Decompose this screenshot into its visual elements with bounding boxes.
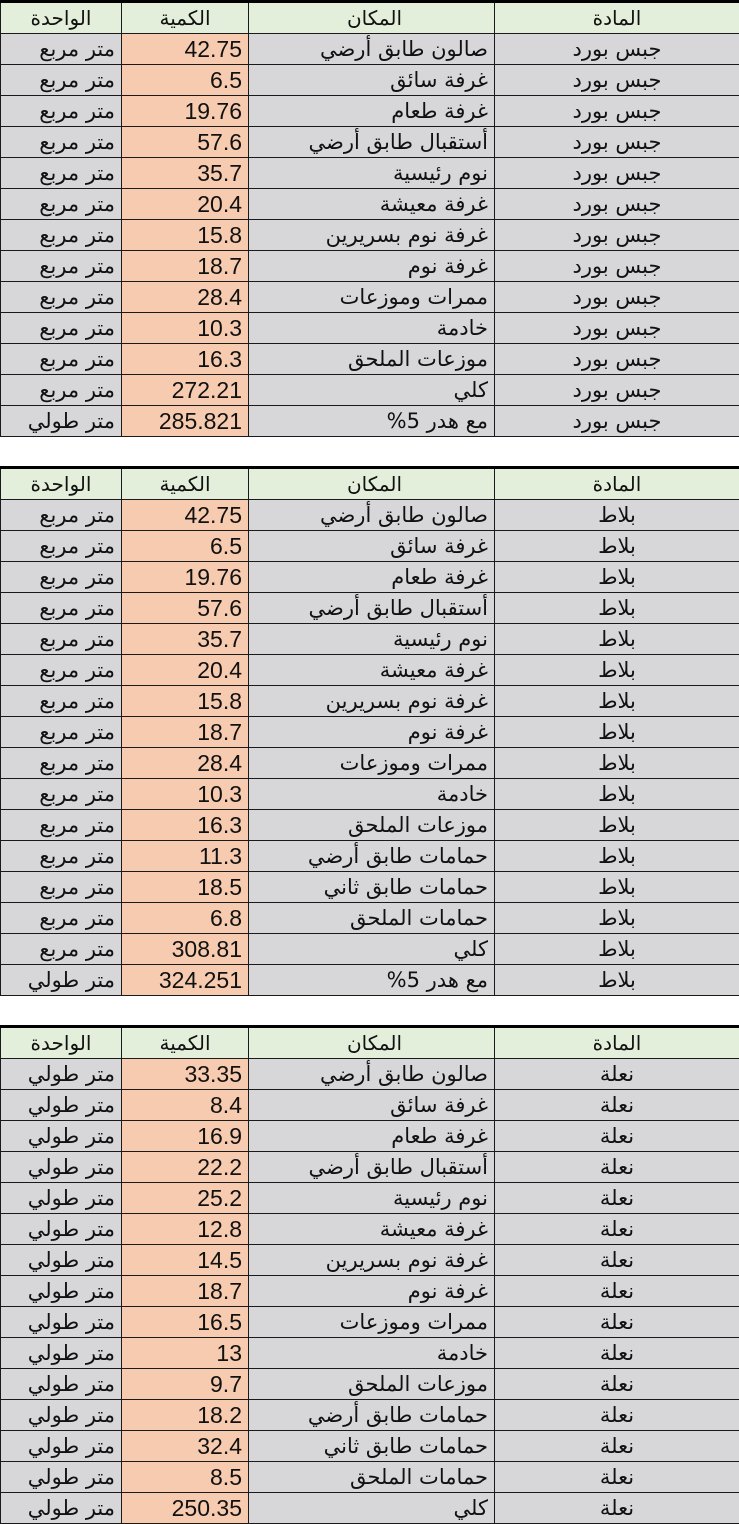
cell-material[interactable]: نعلة [495, 1431, 739, 1462]
cell-unit[interactable]: متر مربع [1, 841, 122, 872]
cell-quantity[interactable]: 25.2 [122, 1183, 249, 1214]
cell-material[interactable]: نعلة [495, 1400, 739, 1431]
table-row [1, 282, 739, 313]
cell-quantity[interactable]: 15.8 [122, 686, 249, 717]
header-place[interactable]: المكان [249, 2, 495, 34]
cell-unit[interactable]: متر طولي [1, 1183, 122, 1214]
cell-quantity[interactable]: 33.35 [122, 1059, 249, 1090]
header-material[interactable]: المادة [495, 1027, 739, 1059]
cell-place[interactable]: غرفة سائق [249, 1090, 495, 1121]
cell-quantity[interactable]: 15.8 [122, 220, 249, 251]
cell-material[interactable]: بلاط [495, 779, 739, 810]
cell-quantity[interactable]: 308.81 [122, 934, 249, 965]
header-unit[interactable]: الواحدة [1, 468, 122, 500]
cell-material[interactable]: بلاط [495, 841, 739, 872]
cell-material[interactable]: بلاط [495, 903, 739, 934]
cell-place[interactable]: حمامات طابق ثاني [249, 872, 495, 903]
cell-material[interactable]: جبس بورد [495, 158, 739, 189]
cell-unit[interactable]: متر مربع [1, 220, 122, 251]
cell-material[interactable]: نعلة [495, 1307, 739, 1338]
header-row [1, 2, 739, 34]
table-row [1, 251, 739, 282]
cell-quantity[interactable]: 10.3 [122, 779, 249, 810]
cell-place[interactable]: غرفة طعام [249, 1121, 495, 1152]
cell-place[interactable]: كلي [249, 934, 495, 965]
cell-material[interactable]: جبس بورد [495, 189, 739, 220]
table-row [1, 1276, 739, 1307]
cell-place[interactable]: حمامات طابق ثاني [249, 1431, 495, 1462]
cell-material[interactable]: نعلة [495, 1152, 739, 1183]
table-row [1, 1338, 739, 1369]
tiles-table [0, 466, 739, 996]
cell-quantity[interactable]: 28.4 [122, 282, 249, 313]
cell-quantity[interactable]: 18.7 [122, 717, 249, 748]
cell-place[interactable]: غرفة سائق [249, 65, 495, 96]
cell-place[interactable]: خادمة [249, 1338, 495, 1369]
cell-material[interactable]: جبس بورد [495, 251, 739, 282]
cell-quantity[interactable]: 8.5 [122, 1462, 249, 1493]
cell-quantity[interactable]: 16.3 [122, 810, 249, 841]
table-row [1, 1152, 739, 1183]
cell-quantity[interactable]: 285.821 [122, 406, 249, 437]
cell-place[interactable]: غرفة نوم [249, 717, 495, 748]
cell-place[interactable]: أستقبال طابق أرضي [249, 127, 495, 158]
cell-place[interactable]: غرفة سائق [249, 531, 495, 562]
cell-material[interactable]: جبس بورد [495, 282, 739, 313]
cell-material[interactable]: بلاط [495, 500, 739, 531]
table-row [1, 96, 739, 127]
skirting-table [0, 1025, 739, 1524]
cell-material[interactable]: بلاط [495, 593, 739, 624]
cell-material[interactable]: جبس بورد [495, 313, 739, 344]
cell-quantity[interactable]: 18.7 [122, 1276, 249, 1307]
header-quantity[interactable]: الكمية [122, 1027, 249, 1059]
cell-unit[interactable]: متر مربع [1, 593, 122, 624]
table-row [1, 810, 739, 841]
cell-unit[interactable]: متر مربع [1, 810, 122, 841]
table-row [1, 189, 739, 220]
cell-unit[interactable]: متر مربع [1, 282, 122, 313]
cell-quantity[interactable]: 16.3 [122, 344, 249, 375]
table-row [1, 903, 739, 934]
cell-unit[interactable]: متر طولي [1, 965, 122, 996]
cell-place[interactable]: كلي [249, 375, 495, 406]
cell-place[interactable]: حمامات طابق أرضي [249, 1400, 495, 1431]
cell-material[interactable]: نعلة [495, 1183, 739, 1214]
cell-place[interactable]: نوم رئيسية [249, 1183, 495, 1214]
cell-unit[interactable]: متر مربع [1, 686, 122, 717]
cell-unit[interactable]: متر مربع [1, 344, 122, 375]
header-unit[interactable]: الواحدة [1, 2, 122, 34]
cell-material[interactable]: نعلة [495, 1245, 739, 1276]
cell-quantity[interactable]: 6.5 [122, 531, 249, 562]
cell-quantity[interactable]: 22.2 [122, 1152, 249, 1183]
cell-place[interactable]: خادمة [249, 779, 495, 810]
cell-quantity[interactable]: 18.7 [122, 251, 249, 282]
cell-place[interactable]: خادمة [249, 313, 495, 344]
cell-place[interactable]: ممرات وموزعات [249, 282, 495, 313]
table-row [1, 1369, 739, 1400]
cell-material[interactable]: بلاط [495, 624, 739, 655]
table-row [1, 872, 739, 903]
cell-unit[interactable]: متر مربع [1, 158, 122, 189]
cell-unit[interactable]: متر مربع [1, 717, 122, 748]
cell-material[interactable]: نعلة [495, 1338, 739, 1369]
table-row [1, 375, 739, 406]
header-unit[interactable]: الواحدة [1, 1027, 122, 1059]
cell-quantity[interactable]: 8.4 [122, 1090, 249, 1121]
cell-place[interactable]: حمامات طابق أرضي [249, 841, 495, 872]
cell-place[interactable]: أستقبال طابق أرضي [249, 593, 495, 624]
cell-unit[interactable]: متر طولي [1, 1369, 122, 1400]
cell-place[interactable]: موزعات الملحق [249, 810, 495, 841]
cell-place[interactable]: صالون طابق أرضي [249, 34, 495, 65]
cell-quantity[interactable]: 19.76 [122, 562, 249, 593]
cell-place[interactable]: غرفة معيشة [249, 655, 495, 686]
cell-unit[interactable]: متر مربع [1, 189, 122, 220]
cell-unit[interactable]: متر طولي [1, 1431, 122, 1462]
cell-place[interactable]: حمامات الملحق [249, 1462, 495, 1493]
cell-material[interactable]: جبس بورد [495, 65, 739, 96]
cell-unit[interactable]: متر طولي [1, 406, 122, 437]
cell-material[interactable]: جبس بورد [495, 344, 739, 375]
cell-unit[interactable]: متر مربع [1, 934, 122, 965]
cell-material[interactable]: بلاط [495, 934, 739, 965]
cell-quantity[interactable]: 16.9 [122, 1121, 249, 1152]
cell-quantity[interactable]: 324.251 [122, 965, 249, 996]
cell-material[interactable]: بلاط [495, 965, 739, 996]
cell-quantity[interactable]: 11.3 [122, 841, 249, 872]
table-row [1, 1214, 739, 1245]
cell-place[interactable]: أستقبال طابق أرضي [249, 1152, 495, 1183]
cell-unit[interactable]: متر طولي [1, 1493, 122, 1524]
cell-quantity[interactable]: 57.6 [122, 593, 249, 624]
cell-unit[interactable]: متر مربع [1, 655, 122, 686]
cell-material[interactable]: بلاط [495, 655, 739, 686]
header-material[interactable]: المادة [495, 468, 739, 500]
table-row [1, 748, 739, 779]
cell-material[interactable]: نعلة [495, 1090, 739, 1121]
cell-place[interactable]: غرفة نوم [249, 251, 495, 282]
cell-place[interactable]: غرفة طعام [249, 562, 495, 593]
cell-material[interactable]: نعلة [495, 1121, 739, 1152]
table-row [1, 593, 739, 624]
cell-place[interactable]: غرفة نوم بسريرين [249, 1245, 495, 1276]
cell-quantity[interactable]: 12.8 [122, 1214, 249, 1245]
table-row [1, 1400, 739, 1431]
table-row [1, 1059, 739, 1090]
table-row [1, 34, 739, 65]
cell-quantity[interactable]: 10.3 [122, 313, 249, 344]
cell-unit[interactable]: متر مربع [1, 500, 122, 531]
cell-unit[interactable]: متر طولي [1, 1338, 122, 1369]
cell-place[interactable]: غرفة طعام [249, 96, 495, 127]
header-row [1, 468, 739, 500]
cell-place[interactable]: غرفة معيشة [249, 1214, 495, 1245]
cell-unit[interactable]: متر مربع [1, 251, 122, 282]
cell-unit[interactable]: متر مربع [1, 872, 122, 903]
cell-quantity[interactable]: 16.5 [122, 1307, 249, 1338]
cell-quantity[interactable]: 20.4 [122, 189, 249, 220]
cell-place[interactable]: مع هدر 5% [249, 965, 495, 996]
cell-unit[interactable]: متر مربع [1, 127, 122, 158]
table-row [1, 1307, 739, 1338]
header-place[interactable]: المكان [249, 1027, 495, 1059]
cell-place[interactable]: ممرات وموزعات [249, 748, 495, 779]
cell-unit[interactable]: متر مربع [1, 748, 122, 779]
header-quantity[interactable]: الكمية [122, 2, 249, 34]
cell-quantity[interactable]: 250.35 [122, 1493, 249, 1524]
cell-place[interactable]: نوم رئيسية [249, 158, 495, 189]
table-row [1, 841, 739, 872]
cell-unit[interactable]: متر طولي [1, 1214, 122, 1245]
cell-material[interactable]: نعلة [495, 1059, 739, 1090]
cell-material[interactable]: جبس بورد [495, 96, 739, 127]
cell-quantity[interactable]: 6.5 [122, 65, 249, 96]
cell-material[interactable]: بلاط [495, 717, 739, 748]
table-row [1, 562, 739, 593]
table-row [1, 779, 739, 810]
cell-quantity[interactable]: 42.75 [122, 34, 249, 65]
table-row [1, 1493, 739, 1524]
table-row [1, 500, 739, 531]
cell-material[interactable]: نعلة [495, 1214, 739, 1245]
cell-unit[interactable]: متر طولي [1, 1090, 122, 1121]
header-material[interactable]: المادة [495, 2, 739, 34]
table-row [1, 127, 739, 158]
cell-unit[interactable]: متر مربع [1, 96, 122, 127]
cell-material[interactable]: نعلة [495, 1462, 739, 1493]
table-row [1, 1090, 739, 1121]
cell-quantity[interactable]: 13 [122, 1338, 249, 1369]
cell-material[interactable]: بلاط [495, 872, 739, 903]
cell-material[interactable]: بلاط [495, 686, 739, 717]
table-row [1, 158, 739, 189]
cell-unit[interactable]: متر مربع [1, 34, 122, 65]
cell-quantity[interactable]: 18.5 [122, 872, 249, 903]
cell-quantity[interactable]: 28.4 [122, 748, 249, 779]
table-row [1, 1431, 739, 1462]
table-row [1, 1183, 739, 1214]
cell-unit[interactable]: متر مربع [1, 562, 122, 593]
cell-place[interactable]: ممرات وموزعات [249, 1307, 495, 1338]
cell-unit[interactable]: متر طولي [1, 1121, 122, 1152]
cell-material[interactable]: نعلة [495, 1369, 739, 1400]
cell-quantity[interactable]: 35.7 [122, 158, 249, 189]
cell-material[interactable]: جبس بورد [495, 406, 739, 437]
cell-material[interactable]: جبس بورد [495, 127, 739, 158]
header-row [1, 1027, 739, 1059]
table-row [1, 1462, 739, 1493]
cell-place[interactable]: صالون طابق أرضي [249, 500, 495, 531]
cell-place[interactable]: مع هدر 5% [249, 406, 495, 437]
cell-quantity[interactable]: 35.7 [122, 624, 249, 655]
cell-place[interactable]: كلي [249, 1493, 495, 1524]
cell-material[interactable]: نعلة [495, 1493, 739, 1524]
cell-place[interactable]: غرفة معيشة [249, 189, 495, 220]
cell-unit[interactable]: متر مربع [1, 375, 122, 406]
cell-material[interactable]: جبس بورد [495, 220, 739, 251]
table-row [1, 220, 739, 251]
cell-material[interactable]: جبس بورد [495, 375, 739, 406]
cell-unit[interactable]: متر مربع [1, 903, 122, 934]
table-row [1, 934, 739, 965]
cell-place[interactable]: موزعات الملحق [249, 1369, 495, 1400]
cell-quantity[interactable]: 272.21 [122, 375, 249, 406]
cell-unit[interactable]: متر طولي [1, 1400, 122, 1431]
cell-unit[interactable]: متر مربع [1, 531, 122, 562]
cell-place[interactable]: موزعات الملحق [249, 344, 495, 375]
cell-quantity[interactable]: 18.2 [122, 1400, 249, 1431]
header-quantity[interactable]: الكمية [122, 468, 249, 500]
table-row [1, 531, 739, 562]
cell-place[interactable]: صالون طابق أرضي [249, 1059, 495, 1090]
cell-quantity[interactable]: 20.4 [122, 655, 249, 686]
table-row [1, 313, 739, 344]
table-row [1, 1121, 739, 1152]
cell-place[interactable]: حمامات الملحق [249, 903, 495, 934]
cell-unit[interactable]: متر مربع [1, 313, 122, 344]
table-row [1, 624, 739, 655]
cell-place[interactable]: غرفة نوم بسريرين [249, 220, 495, 251]
cell-place[interactable]: نوم رئيسية [249, 624, 495, 655]
cell-unit[interactable]: متر طولي [1, 1307, 122, 1338]
cell-place[interactable]: غرفة نوم [249, 1276, 495, 1307]
cell-material[interactable]: جبس بورد [495, 34, 739, 65]
cell-quantity[interactable]: 42.75 [122, 500, 249, 531]
cell-material[interactable]: بلاط [495, 562, 739, 593]
cell-material[interactable]: بلاط [495, 748, 739, 779]
cell-material[interactable]: نعلة [495, 1276, 739, 1307]
cell-quantity[interactable]: 9.7 [122, 1369, 249, 1400]
table-row [1, 344, 739, 375]
cell-material[interactable]: بلاط [495, 810, 739, 841]
cell-unit[interactable]: متر مربع [1, 65, 122, 96]
cell-quantity[interactable]: 14.5 [122, 1245, 249, 1276]
table-row [1, 686, 739, 717]
table-row [1, 1245, 739, 1276]
cell-unit[interactable]: متر مربع [1, 779, 122, 810]
cell-unit[interactable]: متر مربع [1, 624, 122, 655]
cell-unit[interactable]: متر طولي [1, 1152, 122, 1183]
table-row [1, 965, 739, 996]
cell-quantity[interactable]: 57.6 [122, 127, 249, 158]
cell-material[interactable]: بلاط [495, 531, 739, 562]
cell-quantity[interactable]: 19.76 [122, 96, 249, 127]
cell-unit[interactable]: متر طولي [1, 1245, 122, 1276]
table-row [1, 406, 739, 437]
cell-place[interactable]: غرفة نوم بسريرين [249, 686, 495, 717]
table-row [1, 717, 739, 748]
cell-quantity[interactable]: 6.8 [122, 903, 249, 934]
header-place[interactable]: المكان [249, 468, 495, 500]
cell-unit[interactable]: متر طولي [1, 1059, 122, 1090]
cell-unit[interactable]: متر طولي [1, 1276, 122, 1307]
gypsum-board-table [0, 0, 739, 437]
cell-unit[interactable]: متر طولي [1, 1462, 122, 1493]
table-row [1, 655, 739, 686]
table-row [1, 65, 739, 96]
cell-quantity[interactable]: 32.4 [122, 1431, 249, 1462]
